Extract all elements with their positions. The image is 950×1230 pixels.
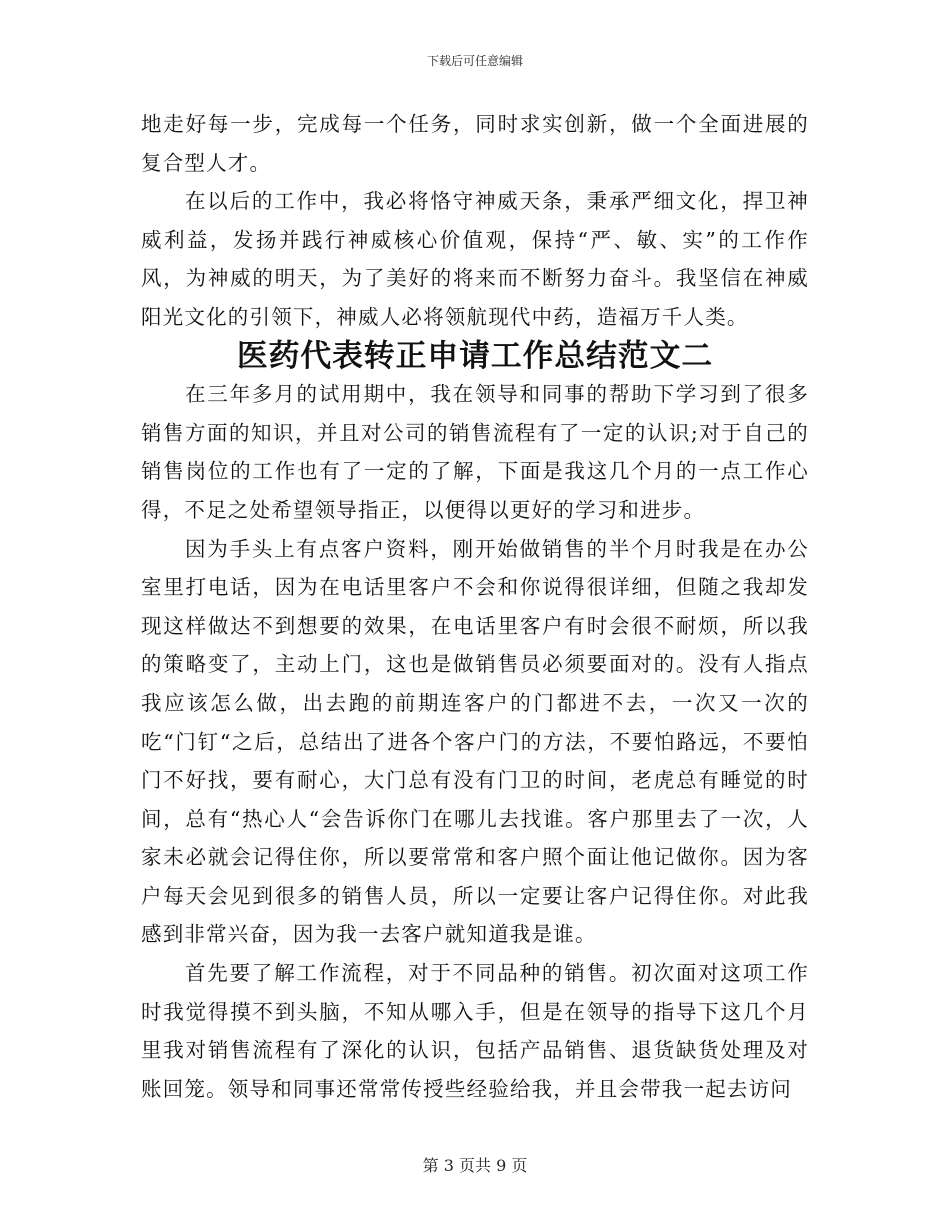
document-body [141, 105, 809, 1108]
page-footer: 第 3 页共 9 页 [422, 1156, 528, 1175]
paragraph: 在三年多月的试用期中，我在领导和同事的帮助下学习到了很多销售方面的知识，并且对公司的销售流程有了一定的认识;对于自己的销售岗位的工作也有了一定的了解，下面是我这几个月的一点工作心得，不足之处希望领导指正，以便得以更好的学习和进步。 [141, 382, 809, 522]
paragraph: 因为手头上有点客户资料，刚开始做销售的半个月时我是在办公室里打电话，因为在电话里客户不会和你说得很详细，但随之我却发现这样做达不到想要的效果，在电话里客户有时会很不耐烦，所以我的策略变了，主动上门，这也是做销售员必须要面对的。没有人指点我应该怎么做，出去跑的前期连客户的门都进不去，一次又一次的吃“门钉“之后，总结出了进各个客户门的方法，不要怕路远，不要怕门不好找，要有耐心，大门总有没有门卫的时间，老虎总有睡觉的时间，总有“热心人“会告诉你门在哪儿去找谁。客户那里去了一次，人家未必就会记得住你，所以要常常和客户照个面让他记做你。因为客户每天会见到很多的销售人员，所以一定要让客户记得住你。对此我感到非常兴奋，因为我一去客户就知道我是谁。 [141, 536, 809, 947]
section-title: 医药代表转正申请工作总结范文二 [236, 337, 714, 374]
paragraph: 首先要了解工作流程，对于不同品种的销售。初次面对这项工作时我觉得摸不到头脑，不知从哪入手，但是在领导的指导下这几个月里我对销售流程有了深化的认识，包括产品销售、退货缺货处理及对账回笼。领导和同事还常常传授些经验给我，并且会带我一起去访问 [141, 961, 809, 1101]
paragraph: 在以后的工作中，我必将恪守神威天条，秉承严细文化，捍卫神威利益，发扬并践行神威核心价值观，保持“严、敏、实”的工作作风，为神威的明天，为了美好的将来而不断努力奋斗。我坚信在神威阳光文化的引领下，神威人必将领航现代中药，造福万千人类。 [141, 189, 809, 329]
paragraph-continued: 地走好每一步，完成每一个任务，同时求实创新，做一个全面进展的复合型人才。 [141, 112, 809, 175]
page-header: 下载后可任意编辑 [426, 54, 523, 68]
